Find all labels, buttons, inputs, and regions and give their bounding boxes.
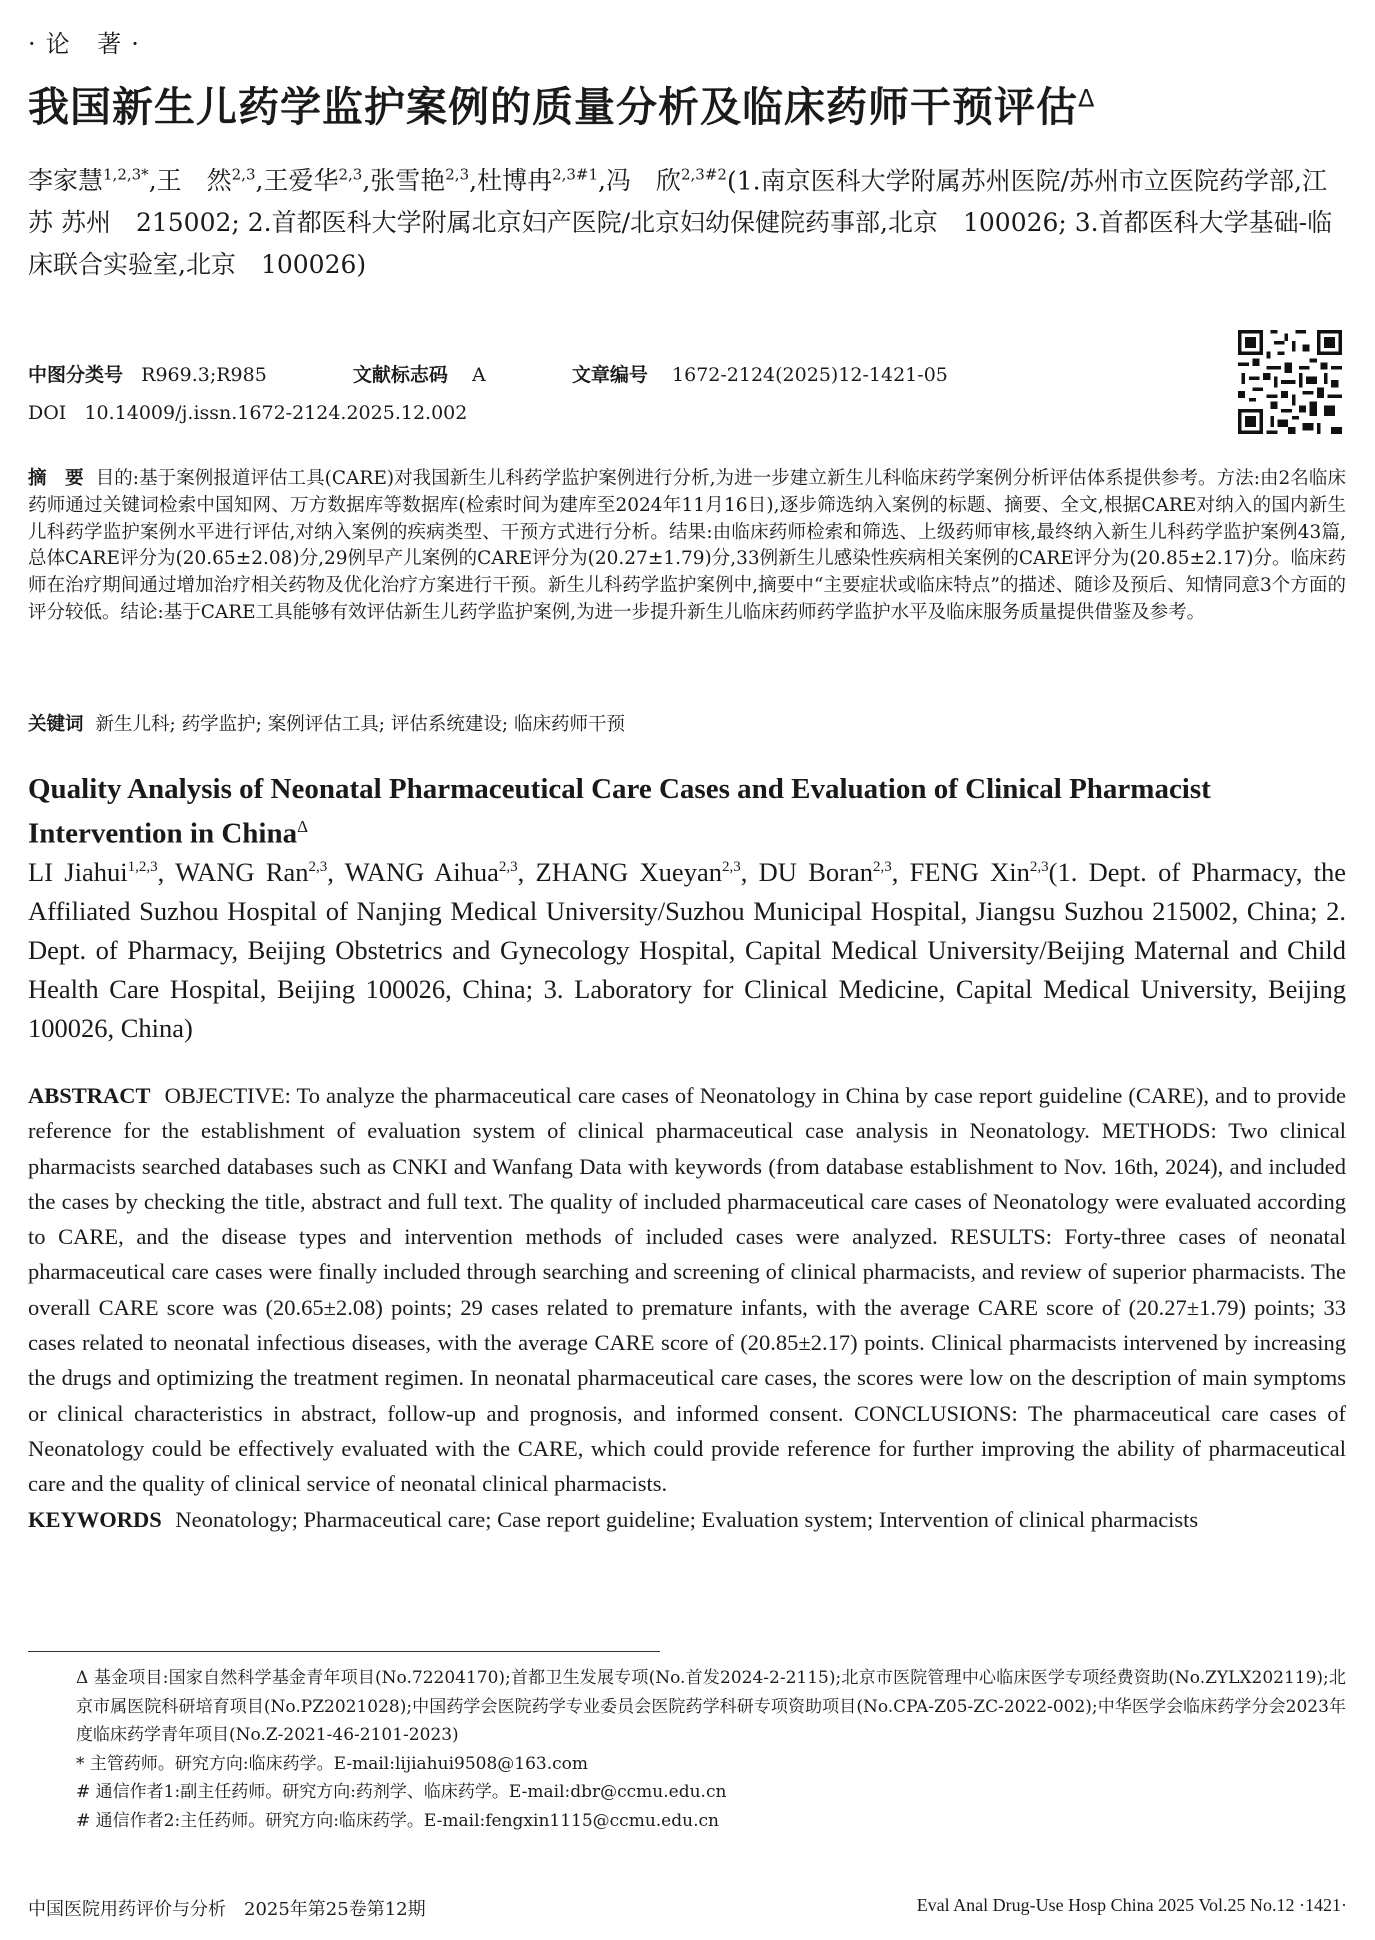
footnote-divider <box>28 1651 660 1652</box>
abstract-en-label: ABSTRACT <box>28 1083 151 1108</box>
author-en: , ZHANG Xueyan$^{2,3}$ <box>517 856 741 887</box>
page-title <box>28 74 1348 133</box>
doc-code-label: 文献标志码 <box>352 364 448 386</box>
doi-value: 10.14009/j.issn.1672-2124.2025.12.002 <box>84 402 468 424</box>
abstract-cn-label: 摘 要 <box>28 468 84 489</box>
meta-line-1 <box>28 356 948 394</box>
affiliations-cn: (1.南京医科大学附属苏州医院/苏州市立医院药学部,江苏 苏州 215002; 2.首都医科大学附属北京妇产医院/北京妇幼保健院药事部,北京 100026; 3.首都医科大学基础-临床联合实验室,北京 100026) <box>28 166 1333 280</box>
authors-cn-block <box>28 154 1348 286</box>
keywords-en-label: KEYWORDS <box>28 1506 162 1532</box>
footer-journal-en: Eval Anal Drug-Use Hosp China 2025 Vol.25 No.12 ·1421· <box>916 1895 1347 1915</box>
article-meta <box>28 356 948 432</box>
doc-code-value: A <box>472 364 486 386</box>
clc-label: 中图分类号 <box>28 364 124 386</box>
footnote-corresponding-2: # 通信作者2:主任药师。研究方向:临床药学。E-mail:fengxin1115@ccmu.edu.cn <box>76 1810 719 1831</box>
author-en: , FENG Xin$^{2,3}$ <box>891 856 1049 887</box>
keywords-en-text: Neonatology; Pharmaceutical care; Case report guideline; Evaluation system; Intervention of clinical pharmacists <box>175 1506 1199 1532</box>
author-en: , DU Boran$^{2,3}$ <box>740 856 892 887</box>
abstract-en-text: OBJECTIVE: To analyze the pharmaceutical care cases of Neonatology in China by case report guideline (CARE), and to provide reference for the establishment of evaluation system of clinical pharmaceutical case analysis in Neonatology. METHODS: Two clinical pharmacists searched databases such as CNKI and Wanfang Data with keywords (from database establishment to Nov. 16th, 2024), and included the cases by checking the title, abstract and full text. The quality of included pharmaceutical care cases of Neonatology were evaluated according to CARE, and the disease types and intervention methods of included cases were analyzed. RESULTS: Forty-three cases of neonatal pharmaceutical care cases were finally included through searching and screening of clinical pharmacists, and review of superior pharmacists. The overall CARE score was (20.65±2.08) points; 29 cases related to premature infants, with the average CARE score of (20.27±1.79) points; 33 cases related to neonatal infectious diseases, with the average CARE score of (20.85±2.17) points. Clinical pharmacists intervened by increasing the drugs and optimizing the treatment regimen. In neonatal pharmaceutical care cases, the scores were low on the description of main symptoms or clinical characteristics in abstract, follow-up and prognosis, and informed consent. CONCLUSIONS: The pharmaceutical care cases of Neonatology could be effectively evaluated with the CARE, which could provide reference for further improving the ability of pharmaceutical care and the quality of clinical service of neonatal clinical pharmacists. <box>28 1083 1346 1497</box>
affiliations-en: (1. Dept. of Pharmacy, the Affiliated Suzhou Hospital of Nanjing Medical University/Suzhou Municipal Hospital, Jiangsu Suzhou 215002, China; 2. Dept. of Pharmacy, Beijing Obstetrics and Gynecology Hospital, Capital Medical University/Beijing Maternal and Child Health Care Hospital, Beijing 100026, China; 3. Laboratory for Clinical Medicine, Capital Medical University, Beijing 100026, China) <box>28 856 1347 1043</box>
keywords-cn-label: 关键词 <box>28 714 84 735</box>
section-tag: ·论 著· <box>28 30 149 58</box>
title-mark: Δ <box>1078 84 1096 113</box>
author-cn: ,王爱华$^{2,3}$ <box>255 166 363 196</box>
author-en: , WANG Ran$^{2,3}$ <box>157 856 328 887</box>
author-cn: ,张雪艳$^{2,3}$ <box>362 166 470 196</box>
article-no-label: 文章编号 <box>571 364 648 386</box>
footnote-first-author: * 主管药师。研究方向:临床药学。E-mail:lijiahui9508@163.com <box>76 1753 588 1774</box>
author-en: LI Jiahui$^{1,2,3}$ <box>28 856 158 887</box>
doi-label: DOI <box>28 402 67 424</box>
abstract-cn-text: 目的:基于案例报道评估工具(CARE)对我国新生儿科药学监护案例进行分析,为进一步建立新生儿科临床药学案例分析评估体系提供参考。方法:由2名临床药师通过关键词检索中国知网、万方数据库等数据库(检索时间为建库至2024年11月16日),逐步筛选纳入案例的标题、摘要、全文,根据CARE对纳入的国内新生儿科药学监护案例水平进行评估,对纳入案例的疾病类型、干预方式进行分析。结果:由临床药师检索和筛选、上级药师审核,最终纳入新生儿科药学监护案例43篇,总体CARE评分为(20.65±2.08)分,29例早产儿案例的CARE评分为(20.27±1.79)分,33例新生儿感染性疾病相关案例的CARE评分为(20.85±2.17)分。临床药师在治疗期间通过增加治疗相关药物及优化治疗方案进行干预。新生儿科药学监护案例中,摘要中“主要症状或临床特点”的描述、随诊及预后、知情同意3个方面的评分较低。结论:基于CARE工具能够有效评估新生儿药学监护案例,为进一步提升新生儿临床药师药学监护水平及临床服务质量提供借鉴及参考。 <box>28 468 1346 623</box>
clc-value: R969.3;R985 <box>141 364 267 386</box>
title-cn: 我国新生儿药学监护案例的质量分析及临床药师干预评估 <box>28 83 1078 131</box>
author-en: , WANG Aihua$^{2,3}$ <box>327 856 518 887</box>
footer-journal-cn: 中国医院用药评价与分析 2025年第25卷第12期 <box>28 1899 426 1920</box>
abstract-cn <box>28 466 1346 627</box>
qr-code-icon <box>1238 330 1342 434</box>
footnotes <box>28 1664 1346 1835</box>
author-cn: ,王 然$^{2,3}$ <box>148 166 256 196</box>
authors-en-block <box>28 848 1346 1048</box>
author-cn: ,杜博冉$^{2,3\#1}$ <box>469 166 599 196</box>
meta-line-2 <box>28 394 948 432</box>
abstract-en-paragraph <box>28 1078 1346 1502</box>
abstract-en <box>28 1078 1346 1537</box>
title-en-mark: Δ <box>297 817 309 836</box>
keywords-cn-text: 新生儿科; 药学监护; 案例评估工具; 评估系统建设; 临床药师干预 <box>95 714 625 735</box>
author-cn: 李家慧$^{1,2,3*}$ <box>28 166 149 196</box>
article-no-value: 1672-2124(2025)12-1421-05 <box>672 364 948 386</box>
author-cn: ,冯 欣$^{2,3\#2}$ <box>598 166 727 196</box>
footnote-funding: Δ 基金项目:国家自然科学基金青年项目(No.72204170);首都卫生发展专项(No.首发2024-2-2115);北京市医院管理中心临床医学专项经费资助(No.ZYLX202119);北京市属医院科研培育项目(No.PZ2021028);中国药学会医院药学专业委员会医院药学科研专项资助项目(No.CPA-Z05-ZC-2022-002);中华医学会临床药学分会2023年度临床药学青年项目(No.Z-2021-46-2101-2023) <box>76 1668 1346 1745</box>
keywords-en <box>28 1502 1346 1537</box>
title-en: Quality Analysis of Neonatal Pharmaceutical Care Cases and Evaluation of Clinical Pharmacist Intervention in China$^\Delta$ <box>28 773 1211 850</box>
footnote-corresponding-1: # 通信作者1:副主任药师。研究方向:药剂学、临床药学。E-mail:dbr@ccmu.edu.cn <box>76 1782 727 1802</box>
keywords-cn <box>28 711 1346 739</box>
